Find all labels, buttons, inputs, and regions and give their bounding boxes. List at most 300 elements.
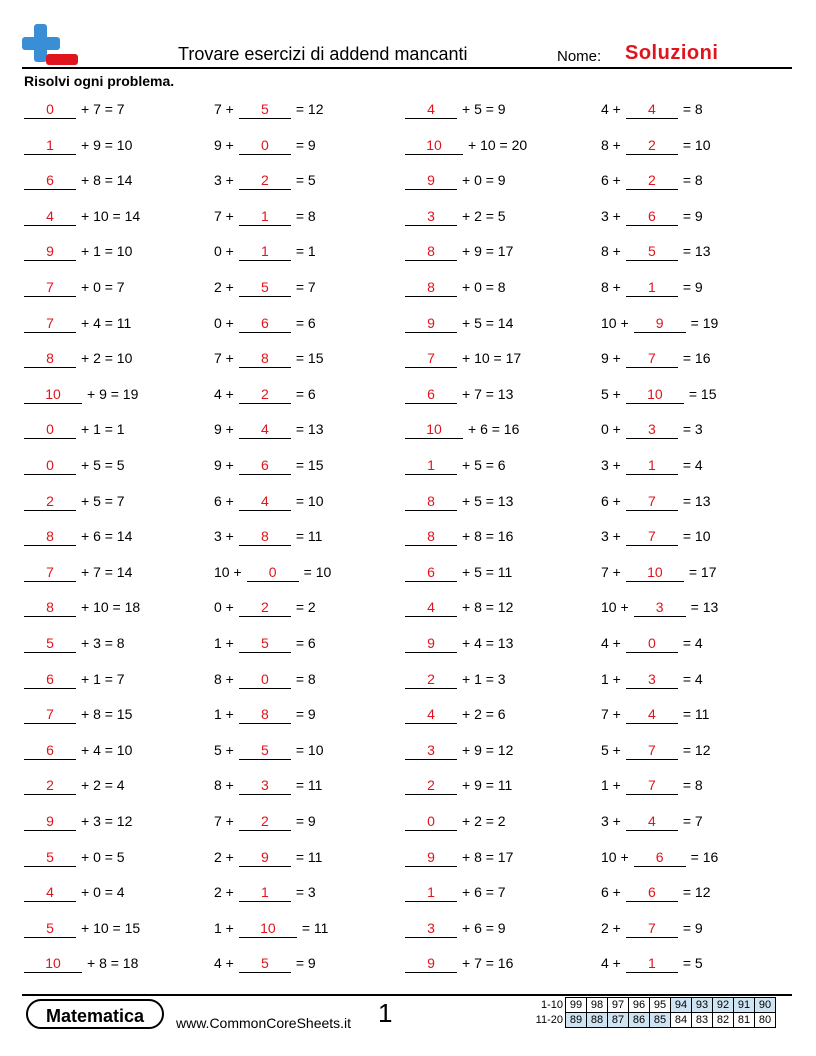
problem-suffix: + 5 = 6 bbox=[462, 457, 506, 473]
answer-blank[interactable] bbox=[626, 883, 678, 902]
problem bbox=[405, 100, 506, 122]
problem-suffix: = 11 bbox=[301, 919, 329, 936]
answer-value: 3 bbox=[647, 670, 656, 687]
score-cell: 98 bbox=[587, 998, 608, 1013]
answer-value: 9 bbox=[427, 635, 435, 651]
problem-suffix: = 19 bbox=[690, 314, 719, 331]
problem-suffix: + 6 = 16 bbox=[468, 421, 520, 438]
problem-suffix: = 10 bbox=[295, 492, 324, 509]
score-cell: 90 bbox=[755, 998, 776, 1013]
answer-blank[interactable] bbox=[626, 670, 678, 689]
answer-value: 0 bbox=[260, 670, 269, 687]
problem bbox=[601, 492, 711, 514]
score-table bbox=[527, 997, 776, 1028]
answer-value: 10 bbox=[647, 563, 663, 580]
problem-suffix: = 4 bbox=[682, 457, 703, 473]
problem bbox=[405, 171, 506, 193]
problem bbox=[24, 171, 132, 193]
answer-blank[interactable] bbox=[626, 349, 678, 368]
answer-blank[interactable] bbox=[626, 919, 678, 938]
problem bbox=[601, 812, 703, 834]
problem-prefix: 4 + bbox=[601, 101, 621, 117]
problem bbox=[405, 527, 513, 549]
problem-suffix: + 8 = 15 bbox=[81, 706, 133, 723]
problem bbox=[405, 136, 527, 158]
answer-value: 0 bbox=[647, 635, 656, 651]
answer-blank[interactable] bbox=[626, 385, 684, 404]
answer-blank[interactable] bbox=[247, 563, 299, 582]
answer-blank[interactable] bbox=[634, 848, 686, 867]
answer-value: 5 bbox=[260, 279, 269, 295]
problem bbox=[24, 598, 140, 620]
answer-value: 5 bbox=[46, 635, 54, 651]
problem bbox=[24, 741, 132, 763]
problem bbox=[405, 848, 513, 870]
problem-suffix: + 1 = 7 bbox=[81, 670, 125, 687]
answer-value: 7 bbox=[46, 314, 54, 331]
problem-suffix: + 6 = 9 bbox=[462, 919, 506, 936]
answer-value: 4 bbox=[647, 101, 656, 117]
answer-blank[interactable] bbox=[239, 314, 291, 333]
answer-blank[interactable] bbox=[405, 100, 457, 119]
problem bbox=[214, 171, 316, 193]
problem bbox=[214, 634, 316, 656]
problem bbox=[601, 136, 711, 158]
answer-value: 4 bbox=[260, 492, 269, 509]
problem-prefix: 1 + bbox=[214, 919, 234, 936]
answer-blank[interactable] bbox=[626, 171, 678, 190]
problem bbox=[24, 848, 125, 870]
problem bbox=[601, 563, 717, 585]
problem-prefix: 3 + bbox=[214, 172, 234, 189]
answer-value: 3 bbox=[260, 777, 269, 794]
answer-value: 2 bbox=[427, 670, 435, 687]
problem-prefix: 5 + bbox=[214, 741, 234, 758]
answer-value: 5 bbox=[647, 243, 656, 260]
answer-value: 10 bbox=[45, 955, 61, 972]
problem-prefix: 1 + bbox=[601, 670, 621, 687]
problem-suffix: = 8 bbox=[682, 172, 703, 189]
problem-prefix: 0 + bbox=[214, 243, 234, 260]
answer-blank[interactable] bbox=[239, 741, 291, 760]
name-value: Soluzioni bbox=[625, 42, 719, 64]
score-cell: 99 bbox=[566, 998, 587, 1013]
problem bbox=[214, 314, 316, 336]
answer-value: 4 bbox=[260, 421, 269, 438]
answer-blank[interactable] bbox=[24, 598, 76, 617]
problem bbox=[24, 100, 125, 122]
problem-suffix: + 0 = 7 bbox=[81, 279, 125, 295]
problem-suffix: = 12 bbox=[682, 884, 711, 901]
answer-blank[interactable] bbox=[626, 634, 678, 653]
problem-suffix: + 5 = 5 bbox=[81, 457, 125, 473]
answer-blank[interactable] bbox=[626, 242, 678, 261]
answer-blank[interactable] bbox=[239, 207, 291, 226]
answer-blank[interactable] bbox=[24, 776, 76, 795]
problem-suffix: = 7 bbox=[682, 813, 703, 829]
problem bbox=[214, 812, 316, 834]
problem bbox=[405, 314, 513, 336]
answer-blank[interactable] bbox=[239, 349, 291, 368]
problem bbox=[601, 171, 703, 193]
problem bbox=[405, 349, 521, 371]
answer-blank[interactable] bbox=[239, 812, 291, 831]
problem-suffix: = 15 bbox=[688, 385, 717, 402]
answer-blank[interactable] bbox=[24, 314, 76, 333]
problem-suffix: = 16 bbox=[682, 350, 711, 367]
answer-blank[interactable] bbox=[239, 100, 291, 119]
problem-suffix: + 8 = 18 bbox=[87, 955, 139, 972]
answer-blank[interactable] bbox=[239, 670, 291, 689]
answer-blank[interactable] bbox=[24, 456, 76, 475]
answer-blank[interactable] bbox=[626, 420, 678, 439]
page-number: 1 bbox=[378, 998, 393, 1028]
problem-suffix: + 9 = 10 bbox=[81, 136, 133, 153]
problem bbox=[405, 207, 506, 229]
answer-blank[interactable] bbox=[24, 420, 76, 439]
answer-value: 4 bbox=[46, 884, 54, 901]
problem bbox=[214, 919, 328, 941]
problem-prefix: 4 + bbox=[601, 635, 621, 651]
problem bbox=[601, 634, 703, 656]
answer-blank[interactable] bbox=[405, 314, 457, 333]
score-cell: 94 bbox=[671, 998, 692, 1013]
answer-blank[interactable] bbox=[405, 848, 457, 867]
answer-blank[interactable] bbox=[24, 741, 76, 760]
answer-value: 2 bbox=[647, 136, 656, 153]
problem bbox=[601, 598, 718, 620]
problem-suffix: + 10 = 17 bbox=[462, 350, 522, 367]
problem-prefix: 8 + bbox=[601, 243, 621, 260]
problem-prefix: 7 + bbox=[214, 813, 234, 829]
answer-blank[interactable] bbox=[626, 741, 678, 760]
problem bbox=[24, 527, 132, 549]
answer-blank[interactable] bbox=[239, 598, 291, 617]
answer-value: 6 bbox=[260, 457, 269, 473]
answer-blank[interactable] bbox=[405, 207, 457, 226]
problem bbox=[24, 278, 125, 300]
problem bbox=[601, 314, 718, 336]
answer-blank[interactable] bbox=[24, 349, 76, 368]
answer-value: 2 bbox=[260, 172, 269, 189]
problem bbox=[405, 598, 513, 620]
problem bbox=[601, 527, 711, 549]
answer-blank[interactable] bbox=[239, 242, 291, 261]
problem bbox=[601, 385, 717, 407]
problem-suffix: + 2 = 4 bbox=[81, 777, 125, 794]
problem bbox=[24, 349, 132, 371]
answer-blank[interactable] bbox=[405, 242, 457, 261]
answer-blank[interactable] bbox=[24, 812, 76, 831]
answer-blank[interactable] bbox=[405, 349, 457, 368]
answer-blank[interactable] bbox=[24, 634, 76, 653]
problem-suffix: = 4 bbox=[682, 670, 703, 687]
problem-suffix: + 8 = 12 bbox=[462, 599, 514, 616]
problem-prefix: 1 + bbox=[214, 706, 234, 723]
answer-blank[interactable] bbox=[24, 100, 76, 119]
score-cell: 80 bbox=[755, 1013, 776, 1028]
problem bbox=[214, 527, 322, 549]
answer-value: 1 bbox=[647, 279, 656, 295]
answer-value: 6 bbox=[655, 848, 664, 865]
footer-divider bbox=[22, 994, 792, 996]
answer-blank[interactable] bbox=[626, 278, 678, 297]
answer-value: 6 bbox=[46, 172, 54, 189]
problem-prefix: 3 + bbox=[601, 528, 621, 545]
answer-blank[interactable] bbox=[626, 207, 678, 226]
answer-blank[interactable] bbox=[239, 420, 291, 439]
problem bbox=[405, 741, 513, 763]
answer-value: 8 bbox=[260, 706, 269, 723]
answer-blank[interactable] bbox=[405, 598, 457, 617]
answer-blank[interactable] bbox=[239, 919, 297, 938]
problem bbox=[24, 812, 132, 834]
answer-blank[interactable] bbox=[239, 848, 291, 867]
problem bbox=[24, 883, 125, 905]
problem-suffix: + 6 = 14 bbox=[81, 528, 133, 545]
problem bbox=[601, 278, 703, 300]
answer-value: 8 bbox=[46, 350, 54, 367]
problem-prefix: 0 + bbox=[601, 421, 621, 438]
answer-value: 1 bbox=[46, 136, 54, 153]
score-cell: 87 bbox=[608, 1013, 629, 1028]
answer-value: 9 bbox=[427, 955, 435, 972]
name-label: Nome: bbox=[557, 48, 602, 65]
problem-suffix: + 9 = 12 bbox=[462, 741, 514, 758]
answer-value: 8 bbox=[260, 528, 269, 545]
answer-blank[interactable] bbox=[405, 883, 457, 902]
problem-prefix: 2 + bbox=[214, 884, 234, 901]
problem bbox=[601, 776, 703, 798]
problem-suffix: = 4 bbox=[682, 635, 703, 651]
problem bbox=[214, 705, 316, 727]
problem-prefix: 8 + bbox=[601, 136, 621, 153]
header-divider bbox=[22, 67, 792, 69]
problem-suffix: + 10 = 18 bbox=[81, 599, 141, 616]
answer-blank[interactable] bbox=[24, 670, 76, 689]
answer-blank[interactable] bbox=[626, 563, 684, 582]
answer-value: 4 bbox=[427, 706, 435, 723]
score-cell: 92 bbox=[713, 998, 734, 1013]
problem bbox=[601, 741, 711, 763]
answer-blank[interactable] bbox=[626, 492, 678, 511]
answer-value: 2 bbox=[46, 777, 54, 794]
problem-prefix: 6 + bbox=[601, 492, 621, 509]
answer-blank[interactable] bbox=[626, 527, 678, 546]
answer-blank[interactable] bbox=[405, 919, 457, 938]
answer-blank[interactable] bbox=[405, 954, 457, 973]
answer-blank[interactable] bbox=[24, 848, 76, 867]
answer-blank[interactable] bbox=[405, 741, 457, 760]
answer-blank[interactable] bbox=[405, 456, 457, 475]
problem-suffix: + 8 = 17 bbox=[462, 848, 514, 865]
problem bbox=[601, 456, 703, 478]
answer-blank[interactable] bbox=[24, 136, 76, 155]
answer-blank[interactable] bbox=[239, 385, 291, 404]
problem-suffix: + 7 = 14 bbox=[81, 563, 133, 580]
answer-blank[interactable] bbox=[626, 812, 678, 831]
score-row bbox=[527, 1013, 776, 1028]
problem-suffix: + 8 = 14 bbox=[81, 172, 133, 189]
problem-prefix: 8 + bbox=[601, 279, 621, 295]
answer-value: 6 bbox=[46, 670, 54, 687]
answer-blank[interactable] bbox=[239, 954, 291, 973]
score-cell: 84 bbox=[671, 1013, 692, 1028]
problem-prefix: 6 + bbox=[601, 884, 621, 901]
answer-blank[interactable] bbox=[405, 634, 457, 653]
score-cell: 85 bbox=[650, 1013, 671, 1028]
problem bbox=[24, 242, 132, 264]
problem-prefix: 9 + bbox=[214, 136, 234, 153]
problem-suffix: + 0 = 5 bbox=[81, 848, 125, 865]
answer-blank[interactable] bbox=[24, 385, 82, 404]
problem-prefix: 3 + bbox=[601, 813, 621, 829]
answer-value: 7 bbox=[427, 350, 435, 367]
problem-suffix: + 3 = 12 bbox=[81, 813, 133, 829]
answer-blank[interactable] bbox=[24, 954, 82, 973]
score-cell: 95 bbox=[650, 998, 671, 1013]
problem bbox=[214, 954, 316, 976]
answer-blank[interactable] bbox=[626, 136, 678, 155]
problem bbox=[24, 563, 132, 585]
problem bbox=[214, 100, 324, 122]
problem bbox=[214, 563, 331, 585]
answer-blank[interactable] bbox=[24, 527, 76, 546]
answer-value: 7 bbox=[647, 350, 656, 367]
answer-value: 6 bbox=[260, 314, 269, 331]
answer-value: 10 bbox=[260, 919, 276, 936]
answer-blank[interactable] bbox=[24, 242, 76, 261]
problem-suffix: + 1 = 3 bbox=[462, 670, 506, 687]
answer-blank[interactable] bbox=[24, 492, 76, 511]
problem-suffix: = 8 bbox=[295, 207, 316, 224]
answer-blank[interactable] bbox=[24, 563, 76, 582]
problem bbox=[405, 883, 506, 905]
answer-blank[interactable] bbox=[239, 527, 291, 546]
answer-blank[interactable] bbox=[626, 705, 678, 724]
answer-blank[interactable] bbox=[626, 776, 678, 795]
problem-prefix: 0 + bbox=[214, 599, 234, 616]
answer-blank[interactable] bbox=[24, 278, 76, 297]
answer-value: 2 bbox=[260, 385, 269, 402]
answer-value: 10 bbox=[426, 136, 442, 153]
answer-blank[interactable] bbox=[239, 883, 291, 902]
answer-blank[interactable] bbox=[405, 420, 463, 439]
problem-suffix: + 1 = 10 bbox=[81, 243, 133, 260]
answer-value: 2 bbox=[427, 777, 435, 794]
problem-suffix: + 10 = 14 bbox=[81, 207, 141, 224]
answer-blank[interactable] bbox=[24, 919, 76, 938]
problem bbox=[214, 456, 324, 478]
answer-value: 2 bbox=[260, 813, 269, 829]
problem-prefix: 3 + bbox=[601, 207, 621, 224]
problem-suffix: + 9 = 19 bbox=[87, 385, 139, 402]
answer-blank[interactable] bbox=[626, 456, 678, 475]
score-cell: 88 bbox=[587, 1013, 608, 1028]
answer-blank[interactable] bbox=[239, 776, 291, 795]
answer-blank[interactable] bbox=[405, 385, 457, 404]
problem bbox=[405, 954, 513, 976]
answer-blank[interactable] bbox=[239, 634, 291, 653]
answer-value: 1 bbox=[260, 243, 269, 260]
answer-blank[interactable] bbox=[405, 776, 457, 795]
problem bbox=[214, 741, 324, 763]
answer-blank[interactable] bbox=[405, 812, 457, 831]
problem-suffix: = 10 bbox=[682, 528, 711, 545]
answer-blank[interactable] bbox=[239, 492, 291, 511]
answer-value: 0 bbox=[46, 101, 54, 117]
problem-suffix: + 9 = 11 bbox=[462, 777, 513, 794]
answer-value: 2 bbox=[260, 599, 269, 616]
answer-value: 1 bbox=[427, 457, 435, 473]
problem-suffix: = 10 bbox=[295, 741, 324, 758]
answer-blank[interactable] bbox=[405, 670, 457, 689]
answer-blank[interactable] bbox=[405, 136, 463, 155]
answer-blank[interactable] bbox=[239, 278, 291, 297]
answer-value: 10 bbox=[426, 421, 442, 438]
answer-blank[interactable] bbox=[239, 456, 291, 475]
problem bbox=[24, 919, 140, 941]
problem-prefix: 9 + bbox=[601, 350, 621, 367]
problem bbox=[24, 456, 125, 478]
answer-blank[interactable] bbox=[626, 954, 678, 973]
problem-suffix: + 7 = 16 bbox=[462, 955, 514, 972]
answer-blank[interactable] bbox=[405, 278, 457, 297]
problem-suffix: = 3 bbox=[295, 884, 316, 901]
answer-blank[interactable] bbox=[24, 705, 76, 724]
problem-suffix: = 9 bbox=[682, 279, 703, 295]
answer-blank[interactable] bbox=[405, 705, 457, 724]
problem-suffix: = 1 bbox=[295, 243, 316, 260]
problem-suffix: + 7 = 13 bbox=[462, 385, 514, 402]
problem-prefix: 9 + bbox=[214, 457, 234, 473]
answer-blank[interactable] bbox=[24, 883, 76, 902]
answer-blank[interactable] bbox=[239, 136, 291, 155]
answer-blank[interactable] bbox=[239, 171, 291, 190]
answer-blank[interactable] bbox=[24, 171, 76, 190]
answer-value: 5 bbox=[260, 635, 269, 651]
answer-blank[interactable] bbox=[24, 207, 76, 226]
problem-prefix: 3 + bbox=[601, 457, 621, 473]
problem bbox=[405, 420, 519, 442]
answer-value: 7 bbox=[647, 777, 656, 794]
problem-suffix: + 5 = 13 bbox=[462, 492, 514, 509]
problem-suffix: + 2 = 5 bbox=[462, 207, 506, 224]
answer-blank[interactable] bbox=[634, 314, 686, 333]
answer-blank[interactable] bbox=[239, 705, 291, 724]
problem bbox=[24, 705, 132, 727]
problem-suffix: = 11 bbox=[295, 848, 323, 865]
problem-suffix: + 0 = 9 bbox=[462, 172, 506, 189]
problem-prefix: 4 + bbox=[601, 955, 621, 972]
problem-prefix: 5 + bbox=[601, 741, 621, 758]
answer-blank[interactable] bbox=[405, 171, 457, 190]
problem-prefix: 4 + bbox=[214, 385, 234, 402]
answer-blank[interactable] bbox=[626, 100, 678, 119]
problem-suffix: + 9 = 17 bbox=[462, 243, 514, 260]
problem-prefix: 7 + bbox=[214, 207, 234, 224]
answer-blank[interactable] bbox=[405, 563, 457, 582]
problem-prefix: 8 + bbox=[214, 777, 234, 794]
problem bbox=[214, 598, 316, 620]
problem-suffix: = 11 bbox=[682, 706, 710, 723]
problem-suffix: = 7 bbox=[295, 279, 316, 295]
answer-blank[interactable] bbox=[405, 492, 457, 511]
problem bbox=[601, 848, 718, 870]
answer-blank[interactable] bbox=[634, 598, 686, 617]
answer-blank[interactable] bbox=[405, 527, 457, 546]
answer-value: 7 bbox=[647, 919, 656, 936]
